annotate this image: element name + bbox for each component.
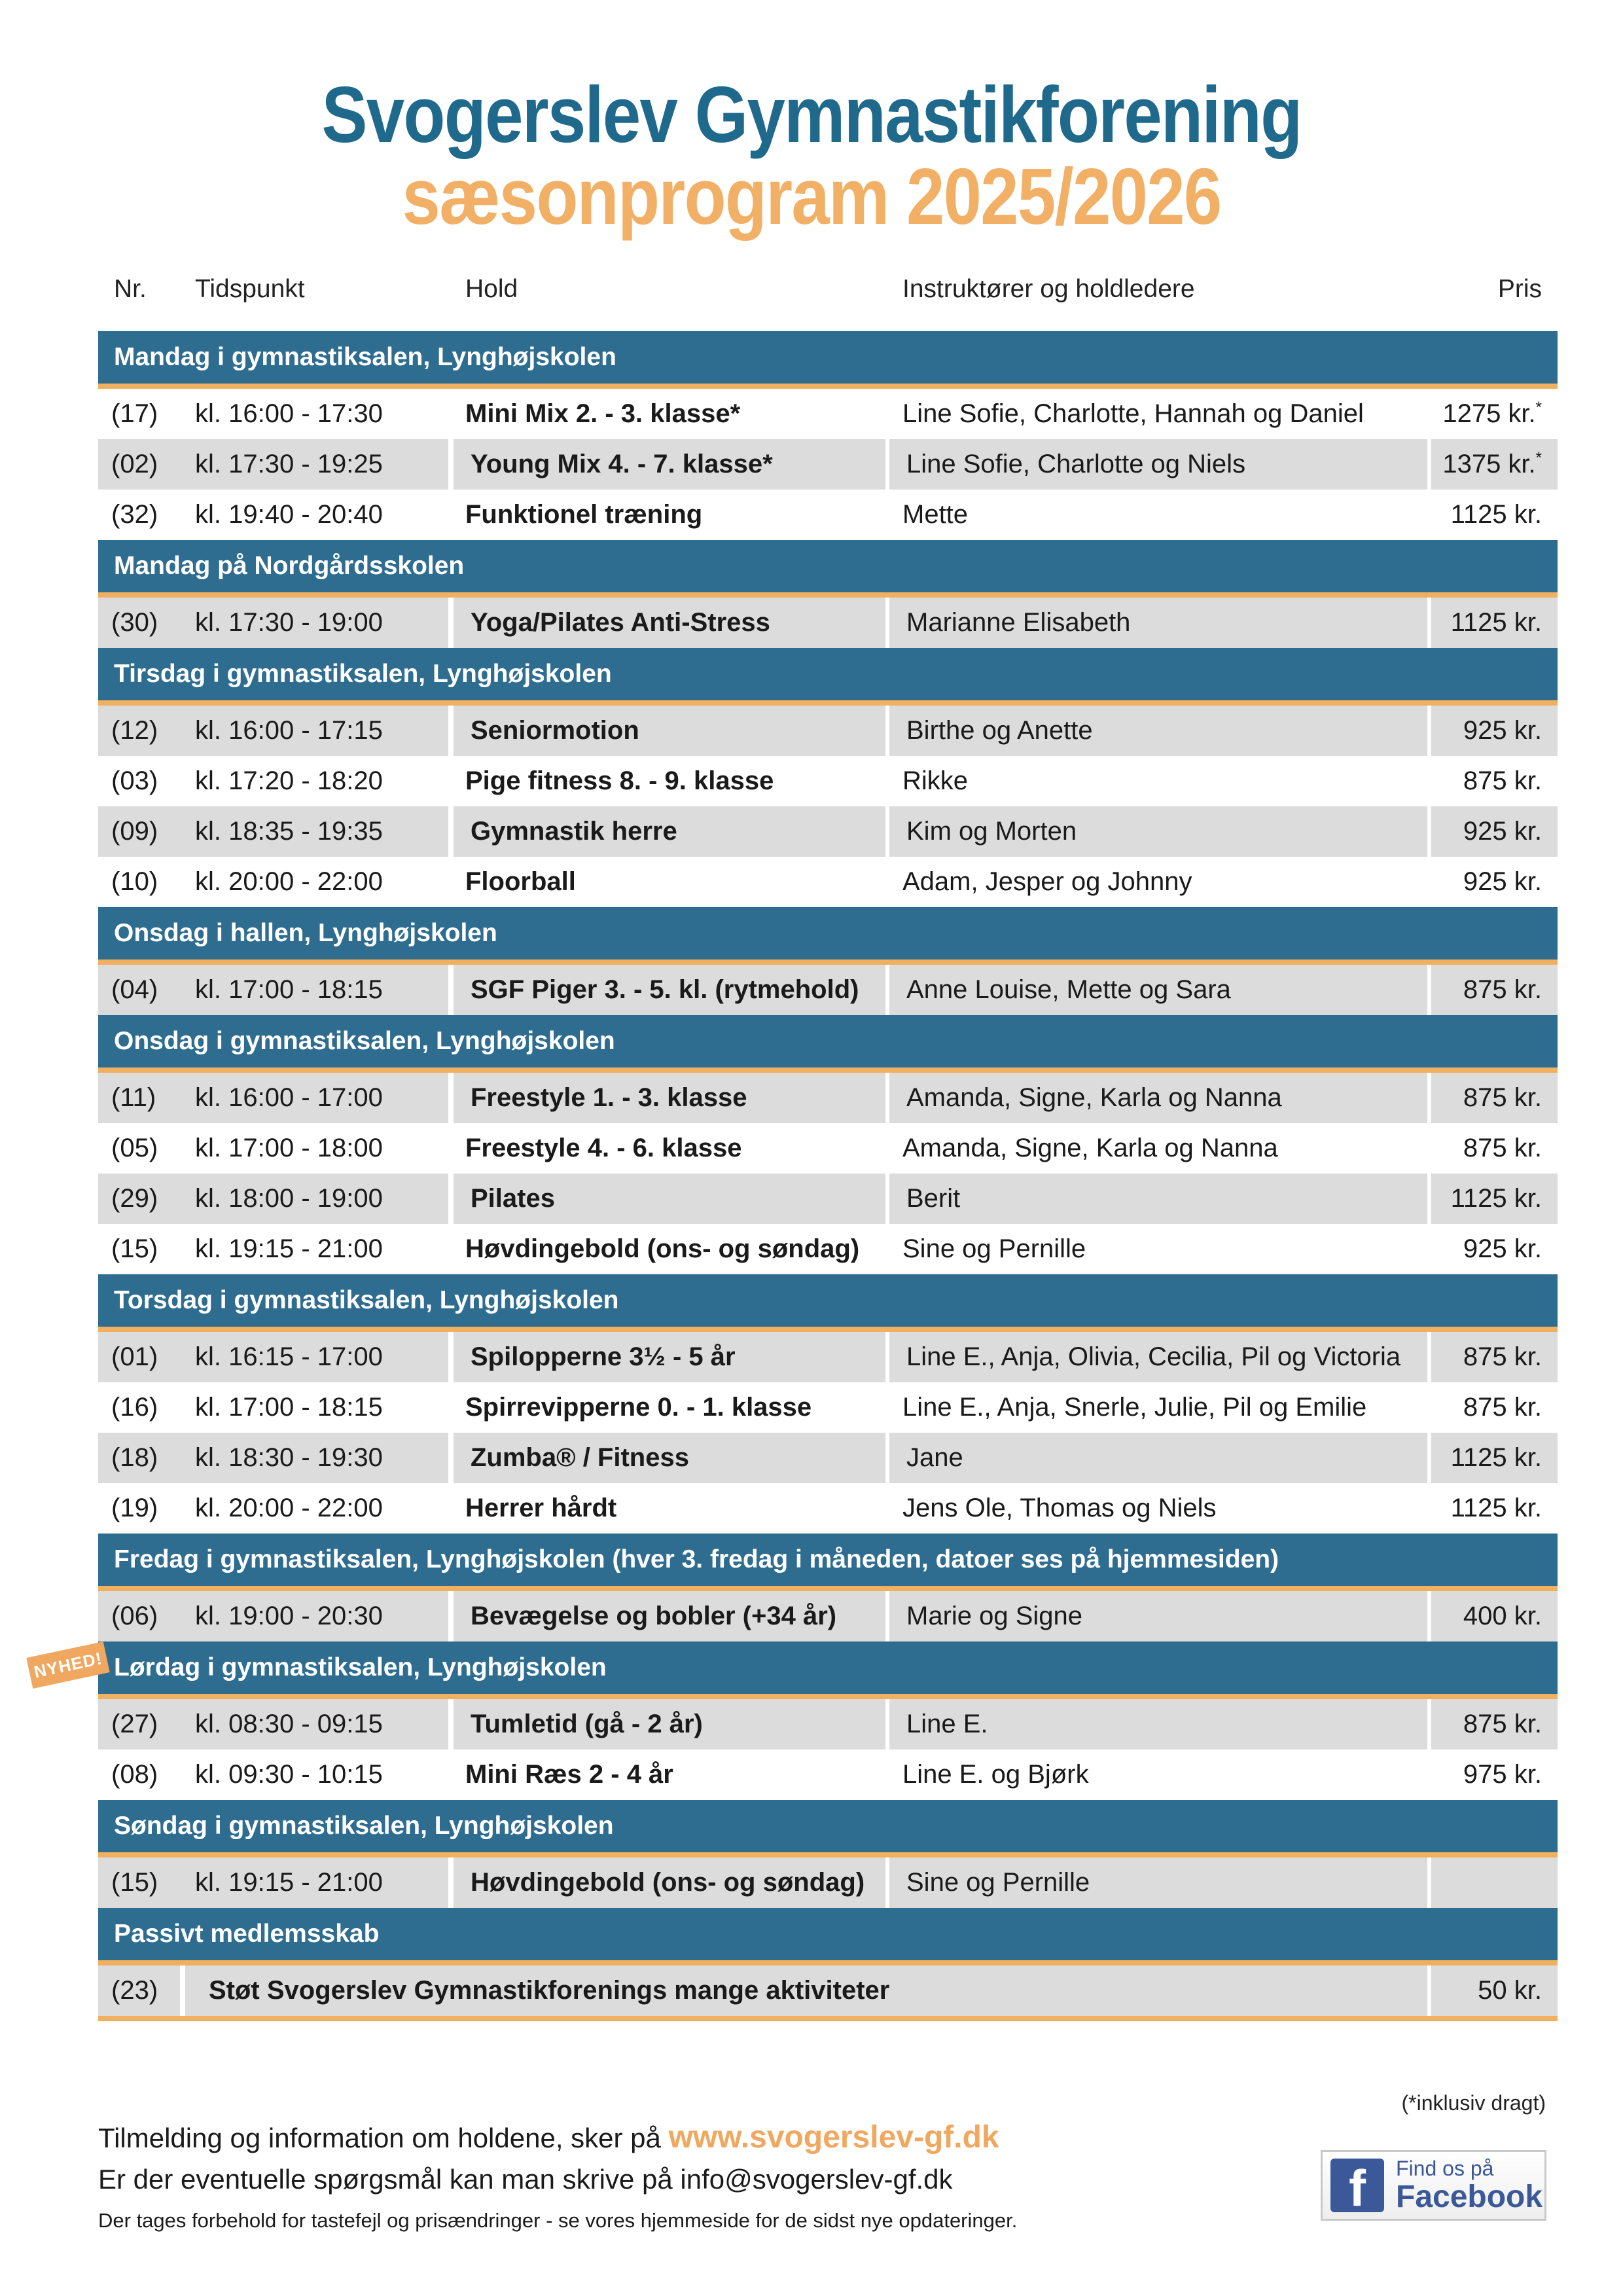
- cell-time: kl. 17:00 - 18:15: [195, 975, 383, 1004]
- section-header: Passivt medlemsskab: [98, 1908, 1558, 1965]
- column-header-tid: Tidspunkt: [195, 275, 305, 303]
- website-link[interactable]: www.svogerslev-gf.dk: [668, 2120, 999, 2155]
- cell-time: kl. 20:00 - 22:00: [195, 867, 383, 896]
- cell-team: Tumletid (gå - 2 år): [448, 1699, 885, 1749]
- cell-time: kl. 08:30 - 09:15: [195, 1710, 383, 1738]
- table-row: [98, 1382, 1558, 1433]
- cell-price: 925 kr.: [1463, 867, 1542, 896]
- cell-nr: (03): [111, 766, 158, 795]
- facebook-icon: f: [1330, 2159, 1384, 2212]
- cell-price: 875 kr.: [1463, 1393, 1542, 1422]
- cell-instructors: Anne Louise, Mette og Sara: [885, 965, 1427, 1015]
- cell-nr: (17): [111, 399, 158, 428]
- column-header-instr: Instruktører og holdledere: [902, 275, 1195, 303]
- table-row: [98, 1857, 1558, 1908]
- cell-price: 1125 kr.: [1427, 1433, 1558, 1483]
- cell-price: 925 kr.: [1427, 706, 1558, 756]
- cell-nr: (10): [111, 867, 158, 896]
- table-row: [98, 965, 1558, 1015]
- cell-time: kl. 19:15 - 21:00: [195, 1234, 383, 1263]
- table-header: [98, 275, 1558, 314]
- cell-instructors: Marianne Elisabeth: [885, 598, 1427, 648]
- cell-time: kl. 17:00 - 18:15: [195, 1393, 383, 1422]
- cell-nr: (19): [111, 1494, 158, 1522]
- cell-instructors: Jane: [885, 1433, 1427, 1483]
- cell-instructors: Rikke: [902, 766, 969, 795]
- cell-price: 875 kr.: [1427, 965, 1558, 1015]
- cell-team: Spilopperne 3½ - 5 år: [448, 1332, 885, 1382]
- cell-team: Pige fitness 8. - 9. klasse: [465, 766, 774, 795]
- table-row: [98, 1433, 1558, 1483]
- cell-nr: (01): [111, 1342, 158, 1371]
- schedule-table: [98, 331, 1558, 2021]
- cell-team: Bevægelse og bobler (+34 år): [448, 1591, 885, 1641]
- table-row: [98, 857, 1558, 907]
- cell-team: Pilates: [448, 1174, 885, 1224]
- table-row: [98, 706, 1558, 756]
- cell-nr: (08): [111, 1760, 158, 1789]
- cell-team: Freestyle 4. - 6. klasse: [465, 1134, 742, 1162]
- section-header: Søndag i gymnastiksalen, Lynghøjskolen: [98, 1800, 1558, 1857]
- cell-team: Yoga/Pilates Anti-Stress: [448, 598, 885, 648]
- cell-time: kl. 16:00 - 17:15: [195, 716, 383, 745]
- cell-price: 1125 kr.: [1427, 1174, 1558, 1224]
- cell-nr: (12): [111, 716, 158, 745]
- footer-contact-line: Er der eventuelle spørgsmål kan man skrive på info@svogerslev-gf.dk: [98, 2164, 953, 2195]
- cell-passive-text: Støt Svogerslev Gymnastikforenings mange aktiviteter: [180, 1965, 1427, 2016]
- cell-instructors: Line E.: [885, 1699, 1427, 1749]
- cell-nr: (23): [111, 1976, 158, 2005]
- cell-instructors: Line E. og Bjørk: [902, 1760, 1089, 1789]
- cell-price: 875 kr.: [1427, 1332, 1558, 1382]
- table-bottom-divider: [98, 2016, 1558, 2021]
- column-header-nr: Nr.: [114, 275, 147, 303]
- cell-price: 50 kr.: [1427, 1965, 1558, 2016]
- cell-time: kl. 16:00 - 17:00: [195, 1083, 383, 1112]
- cell-instructors: Marie og Signe: [885, 1591, 1427, 1641]
- footnote: (*inklusiv dragt): [1401, 2091, 1546, 2115]
- price-footnote-star: *: [1535, 398, 1542, 416]
- cell-time: kl. 17:30 - 19:00: [195, 608, 383, 637]
- table-row: [98, 1749, 1558, 1800]
- cell-nr: (15): [111, 1234, 158, 1263]
- cell-price: [1427, 1857, 1558, 1908]
- cell-price: 1125 kr.: [1450, 1494, 1542, 1522]
- table-row: [98, 1699, 1558, 1749]
- cell-instructors: Berit: [885, 1174, 1427, 1224]
- cell-instructors: Jens Ole, Thomas og Niels: [902, 1494, 1217, 1522]
- cell-team: Freestyle 1. - 3. klasse: [448, 1073, 885, 1123]
- cell-team: Høvdingebold (ons- og søndag): [465, 1234, 860, 1263]
- cell-team: Mini Ræs 2 - 4 år: [465, 1760, 673, 1789]
- cell-time: kl. 18:30 - 19:30: [195, 1443, 383, 1472]
- cell-instructors: Line Sofie, Charlotte og Niels: [885, 439, 1427, 490]
- table-row: [98, 1332, 1558, 1382]
- table-row: [98, 439, 1558, 490]
- cell-price: 1375 kr. *: [1427, 439, 1558, 490]
- cell-team: Gymnastik herre: [448, 806, 885, 857]
- cell-time: kl. 20:00 - 22:00: [195, 1494, 383, 1522]
- facebook-button[interactable]: [1321, 2150, 1546, 2221]
- cell-price: 400 kr.: [1427, 1591, 1558, 1641]
- cell-instructors: Adam, Jesper og Johnny: [902, 867, 1192, 896]
- cell-time: kl. 19:00 - 20:30: [195, 1602, 383, 1630]
- cell-team: SGF Piger 3. - 5. kl. (rytmehold): [448, 965, 885, 1015]
- table-row: [98, 756, 1558, 806]
- cell-time: kl. 18:35 - 19:35: [195, 817, 383, 846]
- cell-instructors: Kim og Morten: [885, 806, 1427, 857]
- column-header-pris: Pris: [1497, 275, 1542, 303]
- cell-nr: (04): [111, 975, 158, 1004]
- page-title: Svogerslev Gymnastikforening: [321, 70, 1302, 159]
- page-subtitle: sæsonprogram 2025/2026: [402, 152, 1221, 241]
- cell-instructors: Amanda, Signe, Karla og Nanna: [902, 1134, 1278, 1162]
- cell-instructors: Line Sofie, Charlotte, Hannah og Daniel: [902, 399, 1364, 428]
- cell-team: Young Mix 4. - 7. klasse*: [448, 439, 885, 490]
- section-header: Onsdag i gymnastiksalen, Lynghøjskolen: [98, 1015, 1558, 1073]
- cell-team: Floorball: [465, 867, 576, 896]
- cell-nr: (32): [111, 500, 158, 529]
- cell-team: Zumba® / Fitness: [448, 1433, 885, 1483]
- section-header: Tirsdag i gymnastiksalen, Lynghøjskolen: [98, 648, 1558, 706]
- cell-nr: (30): [111, 608, 158, 637]
- table-row: [98, 1483, 1558, 1534]
- cell-nr: (16): [111, 1393, 158, 1422]
- section-header: Fredag i gymnastiksalen, Lynghøjskolen (hver 3. fredag i måneden, datoer ses på hjemmesiden): [98, 1534, 1558, 1591]
- cell-nr: (05): [111, 1134, 158, 1162]
- cell-team: Spirrevipperne 0. - 1. klasse: [465, 1393, 812, 1422]
- section-header: Torsdag i gymnastiksalen, Lynghøjskolen: [98, 1274, 1558, 1332]
- cell-time: kl. 16:00 - 17:30: [195, 399, 383, 428]
- cell-instructors: Amanda, Signe, Karla og Nanna: [885, 1073, 1427, 1123]
- cell-team: Funktionel træning: [465, 500, 703, 529]
- cell-price: 875 kr.: [1427, 1073, 1558, 1123]
- cell-time: kl. 16:15 - 17:00: [195, 1342, 383, 1371]
- cell-instructors: Mette: [902, 500, 969, 529]
- cell-instructors: Line E., Anja, Olivia, Cecilia, Pil og Victoria: [885, 1332, 1427, 1382]
- cell-nr: (06): [111, 1602, 158, 1630]
- cell-price: 925 kr.: [1427, 806, 1558, 857]
- section-header: Onsdag i hallen, Lynghøjskolen: [98, 907, 1558, 965]
- cell-nr: (11): [111, 1083, 156, 1112]
- cell-time: kl. 19:40 - 20:40: [195, 500, 383, 529]
- table-row: [98, 1224, 1558, 1274]
- cell-instructors: Sine og Pernille: [885, 1857, 1427, 1908]
- cell-nr: (27): [111, 1710, 158, 1738]
- cell-price: 875 kr.: [1463, 766, 1542, 795]
- cell-price: 1275 kr. *: [1442, 398, 1542, 428]
- cell-instructors: Line E., Anja, Snerle, Julie, Pil og Emilie: [902, 1393, 1367, 1422]
- section-header: Lørdag i gymnastiksalen, Lynghøjskolen: [98, 1641, 1558, 1699]
- table-row: [98, 806, 1558, 857]
- cell-time: kl. 09:30 - 10:15: [195, 1760, 383, 1789]
- footer-signup-text: Tilmelding og information om holdene, sker på: [98, 2123, 669, 2153]
- footer-signup-line: [98, 2119, 999, 2155]
- cell-instructors: Sine og Pernille: [902, 1234, 1086, 1263]
- cell-price: 1125 kr.: [1450, 500, 1542, 529]
- facebook-label: Find os på Facebook: [1396, 2157, 1543, 2214]
- table-row: [98, 1591, 1558, 1641]
- new-badge: NYHED!: [26, 1641, 109, 1689]
- table-row: [98, 1174, 1558, 1224]
- table-row: [98, 389, 1558, 439]
- cell-price: 875 kr.: [1463, 1134, 1542, 1162]
- section-header: Mandag på Nordgårdsskolen: [98, 540, 1558, 598]
- cell-price: 875 kr.: [1427, 1699, 1558, 1749]
- cell-time: kl. 17:20 - 18:20: [195, 766, 383, 795]
- cell-nr: (18): [111, 1443, 158, 1472]
- cell-price: 1125 kr.: [1427, 598, 1558, 648]
- table-row: [98, 490, 1558, 540]
- cell-time: kl. 17:00 - 18:00: [195, 1134, 383, 1162]
- cell-price: 925 kr.: [1463, 1234, 1542, 1263]
- price-footnote-star: *: [1535, 448, 1542, 467]
- table-row: [98, 1073, 1558, 1123]
- cell-price: 975 kr.: [1463, 1760, 1542, 1789]
- table-row: [98, 1123, 1558, 1174]
- column-header-hold: Hold: [465, 275, 518, 303]
- footer-disclaimer: Der tages forbehold for tastefejl og prisændringer - se vores hjemmeside for de sidst nye opdateringer.: [98, 2209, 1018, 2232]
- cell-time: kl. 19:15 - 21:00: [195, 1868, 383, 1897]
- cell-team: Seniormotion: [448, 706, 885, 756]
- cell-nr: (02): [111, 450, 158, 478]
- cell-team: Mini Mix 2. - 3. klasse*: [465, 399, 741, 428]
- cell-nr: (29): [111, 1184, 158, 1213]
- table-row: [98, 1965, 1558, 2016]
- cell-instructors: Birthe og Anette: [885, 706, 1427, 756]
- cell-nr: (15): [111, 1868, 158, 1897]
- cell-time: kl. 17:30 - 19:25: [195, 450, 383, 478]
- cell-team: Høvdingebold (ons- og søndag): [448, 1857, 885, 1908]
- cell-time: kl. 18:00 - 19:00: [195, 1184, 383, 1213]
- cell-nr: (09): [111, 817, 158, 846]
- cell-team: Herrer hårdt: [465, 1494, 617, 1522]
- section-header: Mandag i gymnastiksalen, Lynghøjskolen: [98, 331, 1558, 389]
- table-row: [98, 598, 1558, 648]
